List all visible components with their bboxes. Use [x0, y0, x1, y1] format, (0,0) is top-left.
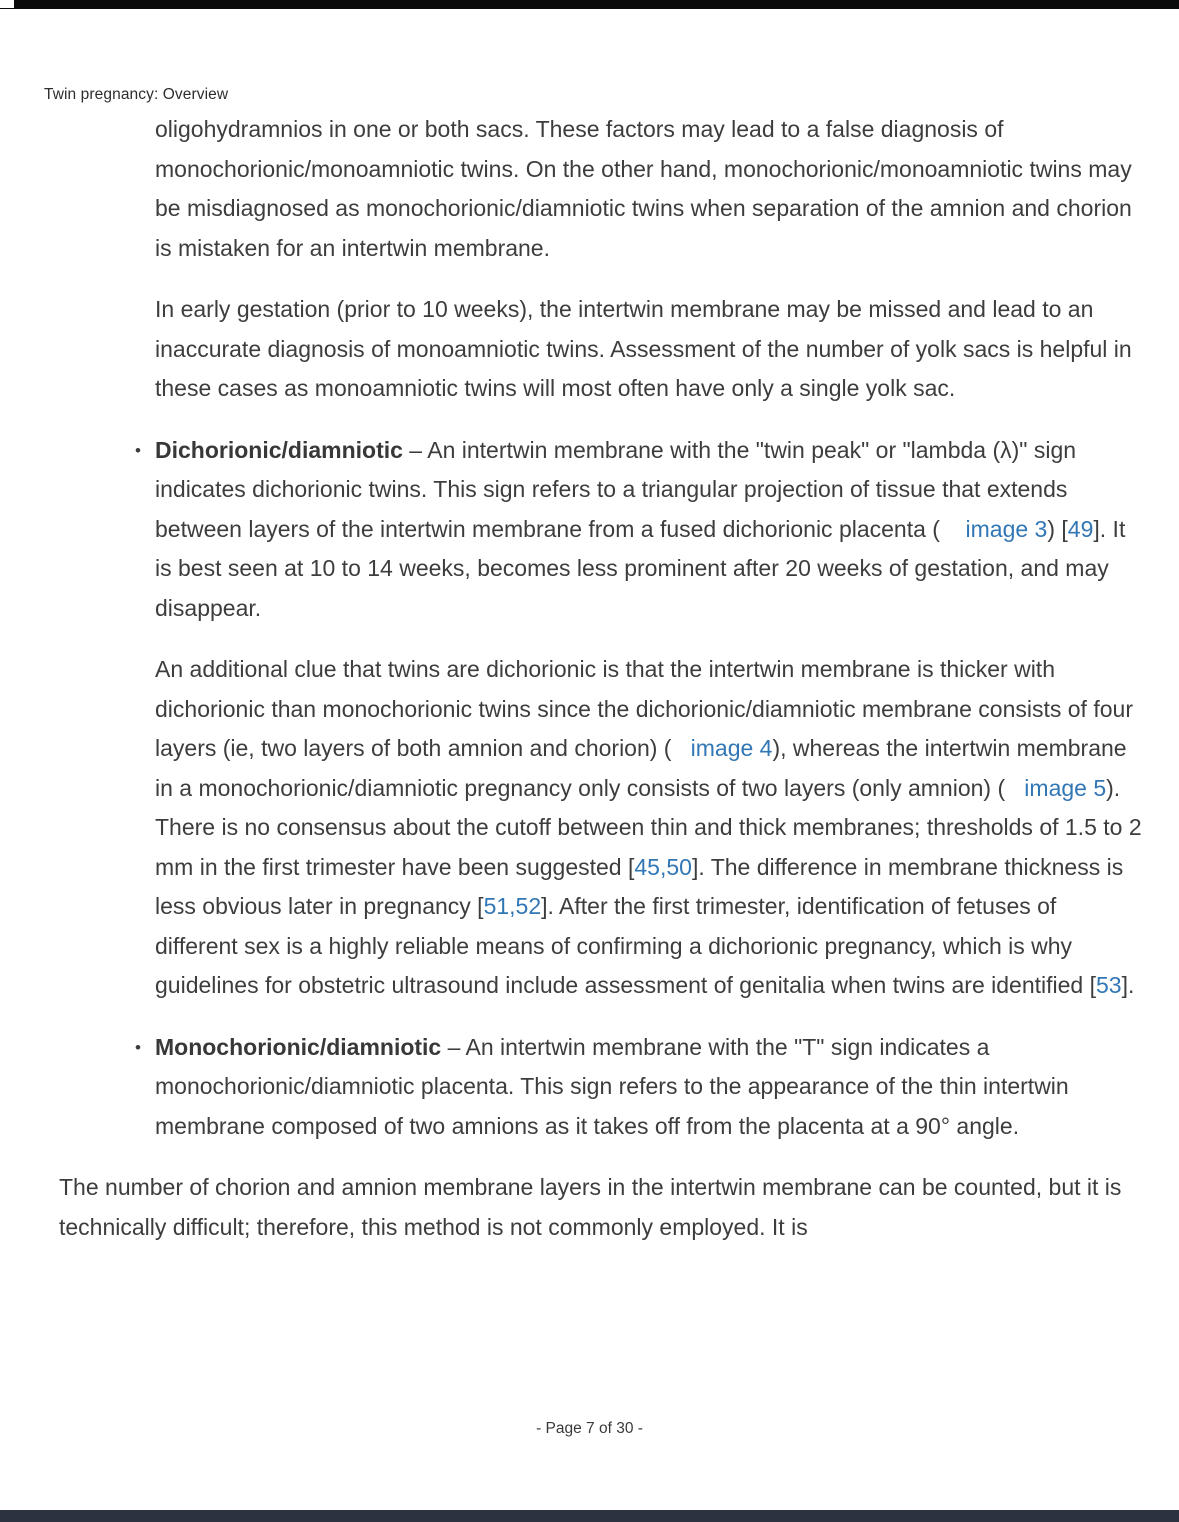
para-continuation: [59, 110, 1145, 268]
link-ref-53[interactable]: 53: [1095, 972, 1122, 998]
link-image-5[interactable]: image 5: [1024, 774, 1107, 801]
text-run: Dichorionic/diamniotic: [155, 436, 403, 463]
text-run: ].: [1121, 972, 1135, 998]
text-run: – An intertwin membrane with the "T" sign indicates a monochorionic/diamniotic placenta. This sign refers to the appearance of the thin intertwin membrane composed of two amnions as it takes off from the placenta at a 90° angle.: [155, 1033, 1069, 1139]
bullet-monochorionic-diamniotic: [59, 1028, 1145, 1147]
text-run: ) [: [1047, 515, 1068, 542]
bullet-dichorionic-diamniotic: [59, 431, 1145, 629]
text-run: ), whereas the intertwin membrane in a monochorionic/diamniotic pregnancy only consists of two layers (only amnion) (: [155, 735, 1127, 801]
text-run: The number of chorion and amnion membrane layers in the intertwin membrane can be counted, but it is technically difficult; therefore, this method is not commonly employed. It is: [59, 1174, 1122, 1240]
text-run: ]. The difference in membrane thickness is less obvious later in pregnancy [: [155, 853, 1124, 919]
text-run: – An intertwin membrane with the "twin peak" or "lambda (λ)" sign indicates dichorionic twins. This sign refers to a triangular projection of tissue that extends between layers of the intertwin membrane from a fused dichorionic placenta (: [155, 436, 1077, 542]
text-run: ]. After the first trimester, identification of fetuses of different sex is a highly reliable means of confirming a dichorionic pregnancy, which is why guidelines for obstetric ultrasound include assessment of genitalia when twins are identified [: [155, 893, 1096, 998]
link-image-4[interactable]: image 4: [690, 735, 773, 761]
top-bar-notch: [0, 0, 14, 8]
para-additional-clue: [59, 650, 1145, 1006]
link-ref-49[interactable]: 49: [1067, 515, 1094, 542]
text-run: In early gestation (prior to 10 weeks), the intertwin membrane may be missed and lead to an inaccurate diagnosis of monoamniotic twins. Assessment of the number of yolk sacs is helpful in these cases as monoamniotic twins will most often have only a single yolk sac.: [155, 296, 1132, 401]
link-ref-45-50[interactable]: 45,50: [634, 853, 692, 880]
para-membrane-counting: [59, 1168, 1145, 1247]
page-number: - Page 7 of 30 -: [536, 1420, 643, 1437]
bottom-edge-bar: [0, 1510, 1179, 1522]
document-body: [59, 110, 1145, 1269]
para-early-gestation: [59, 290, 1145, 409]
text-run: oligohydramnios in one or both sacs. These factors may lead to a false diagnosis of monochorionic/monoamniotic twins. On the other hand, monochorionic/monoamniotic twins may be misdiagnosed as monochorionic/diamniotic twins when separation of the amnion and chorion is mistaken for an intertwin membrane.: [155, 116, 1132, 261]
bullet-marker: •: [135, 440, 141, 460]
top-edge-bar: [0, 0, 1179, 9]
text-run: An additional clue that twins are dichorionic is that the intertwin membrane is thicker with dichorionic than monochorionic twins since the dichorionic/diamniotic membrane consists of four layers (ie, two layers of both amnion and chorion) (: [155, 656, 1133, 761]
text-run: ]. It is best seen at 10 to 14 weeks, becomes less prominent after 20 weeks of gestation, and may disappear.: [155, 515, 1126, 621]
link-image-3[interactable]: image 3: [965, 515, 1048, 542]
text-run: ). There is no consensus about the cutoff between thin and thick membranes; thresholds of 1.5 to 2 mm in the first trimester have been suggested [: [155, 774, 1142, 880]
bullet-marker: •: [135, 1037, 141, 1057]
text-run: Monochorionic/diamniotic: [155, 1033, 442, 1060]
link-ref-51-52[interactable]: 51,52: [483, 893, 542, 919]
page-title: Twin pregnancy: Overview: [44, 86, 229, 103]
